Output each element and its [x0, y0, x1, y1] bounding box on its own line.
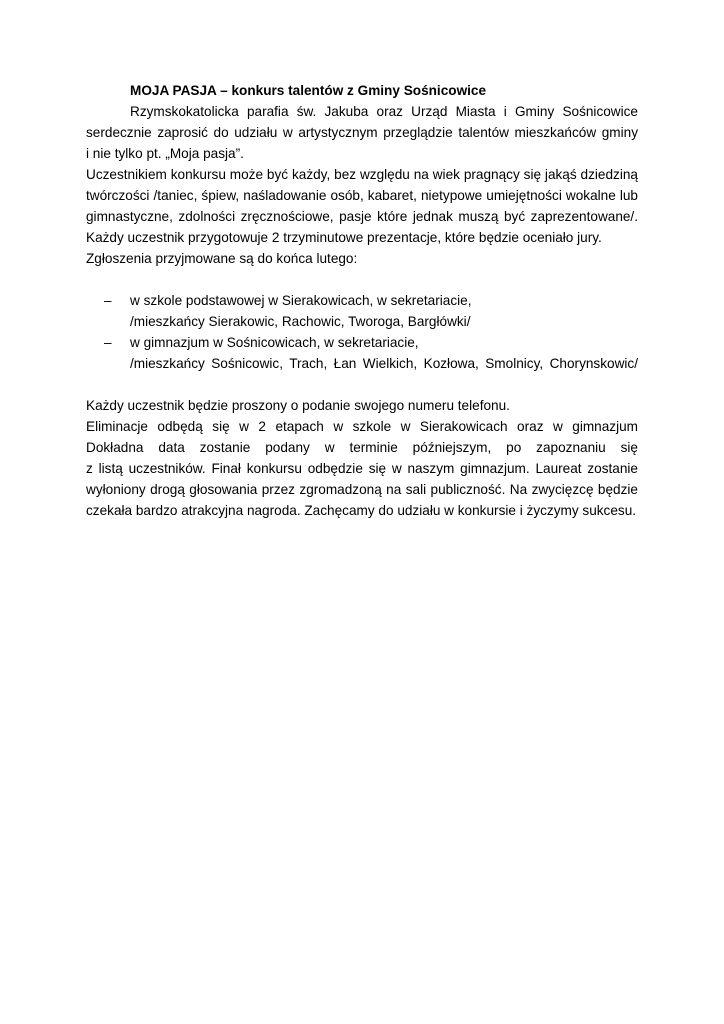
spacer — [86, 374, 638, 395]
location-list-item-2 — [86, 332, 638, 374]
eligibility-line-4: Każdy uczestnik przygotowuje 2 trzyminutowe prezentacje, które będzie oceniało jury. — [86, 230, 602, 245]
eligibility-line-5: Zgłoszenia przyjmowane są do końca lutego: — [86, 251, 358, 266]
dash-bullet-icon: – — [104, 293, 112, 308]
location-line: w gimnazjum w Sośnicowicach, w sekretariacie, — [130, 335, 419, 350]
location-residents: /mieszkańcy Sośnicowic, Trach, Łan Wielkich, Kozłowa, Smolnicy, Chorynskowic/ — [130, 356, 638, 371]
closing-line-3: Dokładna data zostanie podany w terminie późniejszym, po zapoznaniu się — [86, 440, 638, 455]
closing-line-5: wyłoniony drogą głosowania przez zgromadzoną na sali publiczność. Na zwycięzcę będzie — [86, 482, 638, 497]
closing-line-6: czekała bardzo atrakcyjna nagroda. Zachęcamy do udziału w konkursie i życzymy sukcesu. — [86, 503, 637, 518]
closing-line-1: Każdy uczestnik będzie proszony o podanie swojego numeru telefonu. — [86, 398, 510, 413]
spacer — [86, 269, 638, 290]
dash-bullet-icon: – — [104, 335, 112, 350]
document-page — [86, 80, 638, 521]
closing-line-2: Eliminacje odbędą się w 2 etapach w szkole w Sierakowicach oraz w gimnazjum — [86, 419, 638, 434]
intro-line-2: serdecznie zaprosić do udziału w artystycznym przeglądzie talentów mieszkańców gminy — [86, 125, 638, 140]
location-line: w szkole podstawowej w Sierakowicach, w sekretariacie, — [130, 293, 472, 308]
eligibility-line-3: gimnastyczne, zdolności zręcznościowe, pasje które jednak muszą być zaprezentowane/. — [86, 209, 638, 224]
document-title: MOJA PASJA – konkurs talentów z Gminy Sośnicowice — [130, 83, 487, 98]
location-residents: /mieszkańcy Sierakowic, Rachowic, Tworoga, Bargłówki/ — [130, 314, 471, 329]
intro-line-3: i nie tylko pt. „Moja pasja”. — [86, 146, 244, 161]
closing-line-4: z listą uczestników. Finał konkursu odbędzie się w naszym gimnazjum. Laureat zostanie — [86, 461, 638, 476]
eligibility-line-1: Uczestnikiem konkursu może być każdy, bez względu na wiek pragnący się jakąś dziedziną — [86, 167, 638, 182]
intro-line-1: Rzymskokatolicka parafia św. Jakuba oraz Urząd Miasta i Gminy Sośnicowice — [130, 104, 638, 119]
location-list-item-1 — [86, 290, 638, 332]
eligibility-line-2: twórczości /taniec, śpiew, naśladowanie osób, kabaret, nietypowe umiejętności wokalne lub — [86, 188, 638, 203]
